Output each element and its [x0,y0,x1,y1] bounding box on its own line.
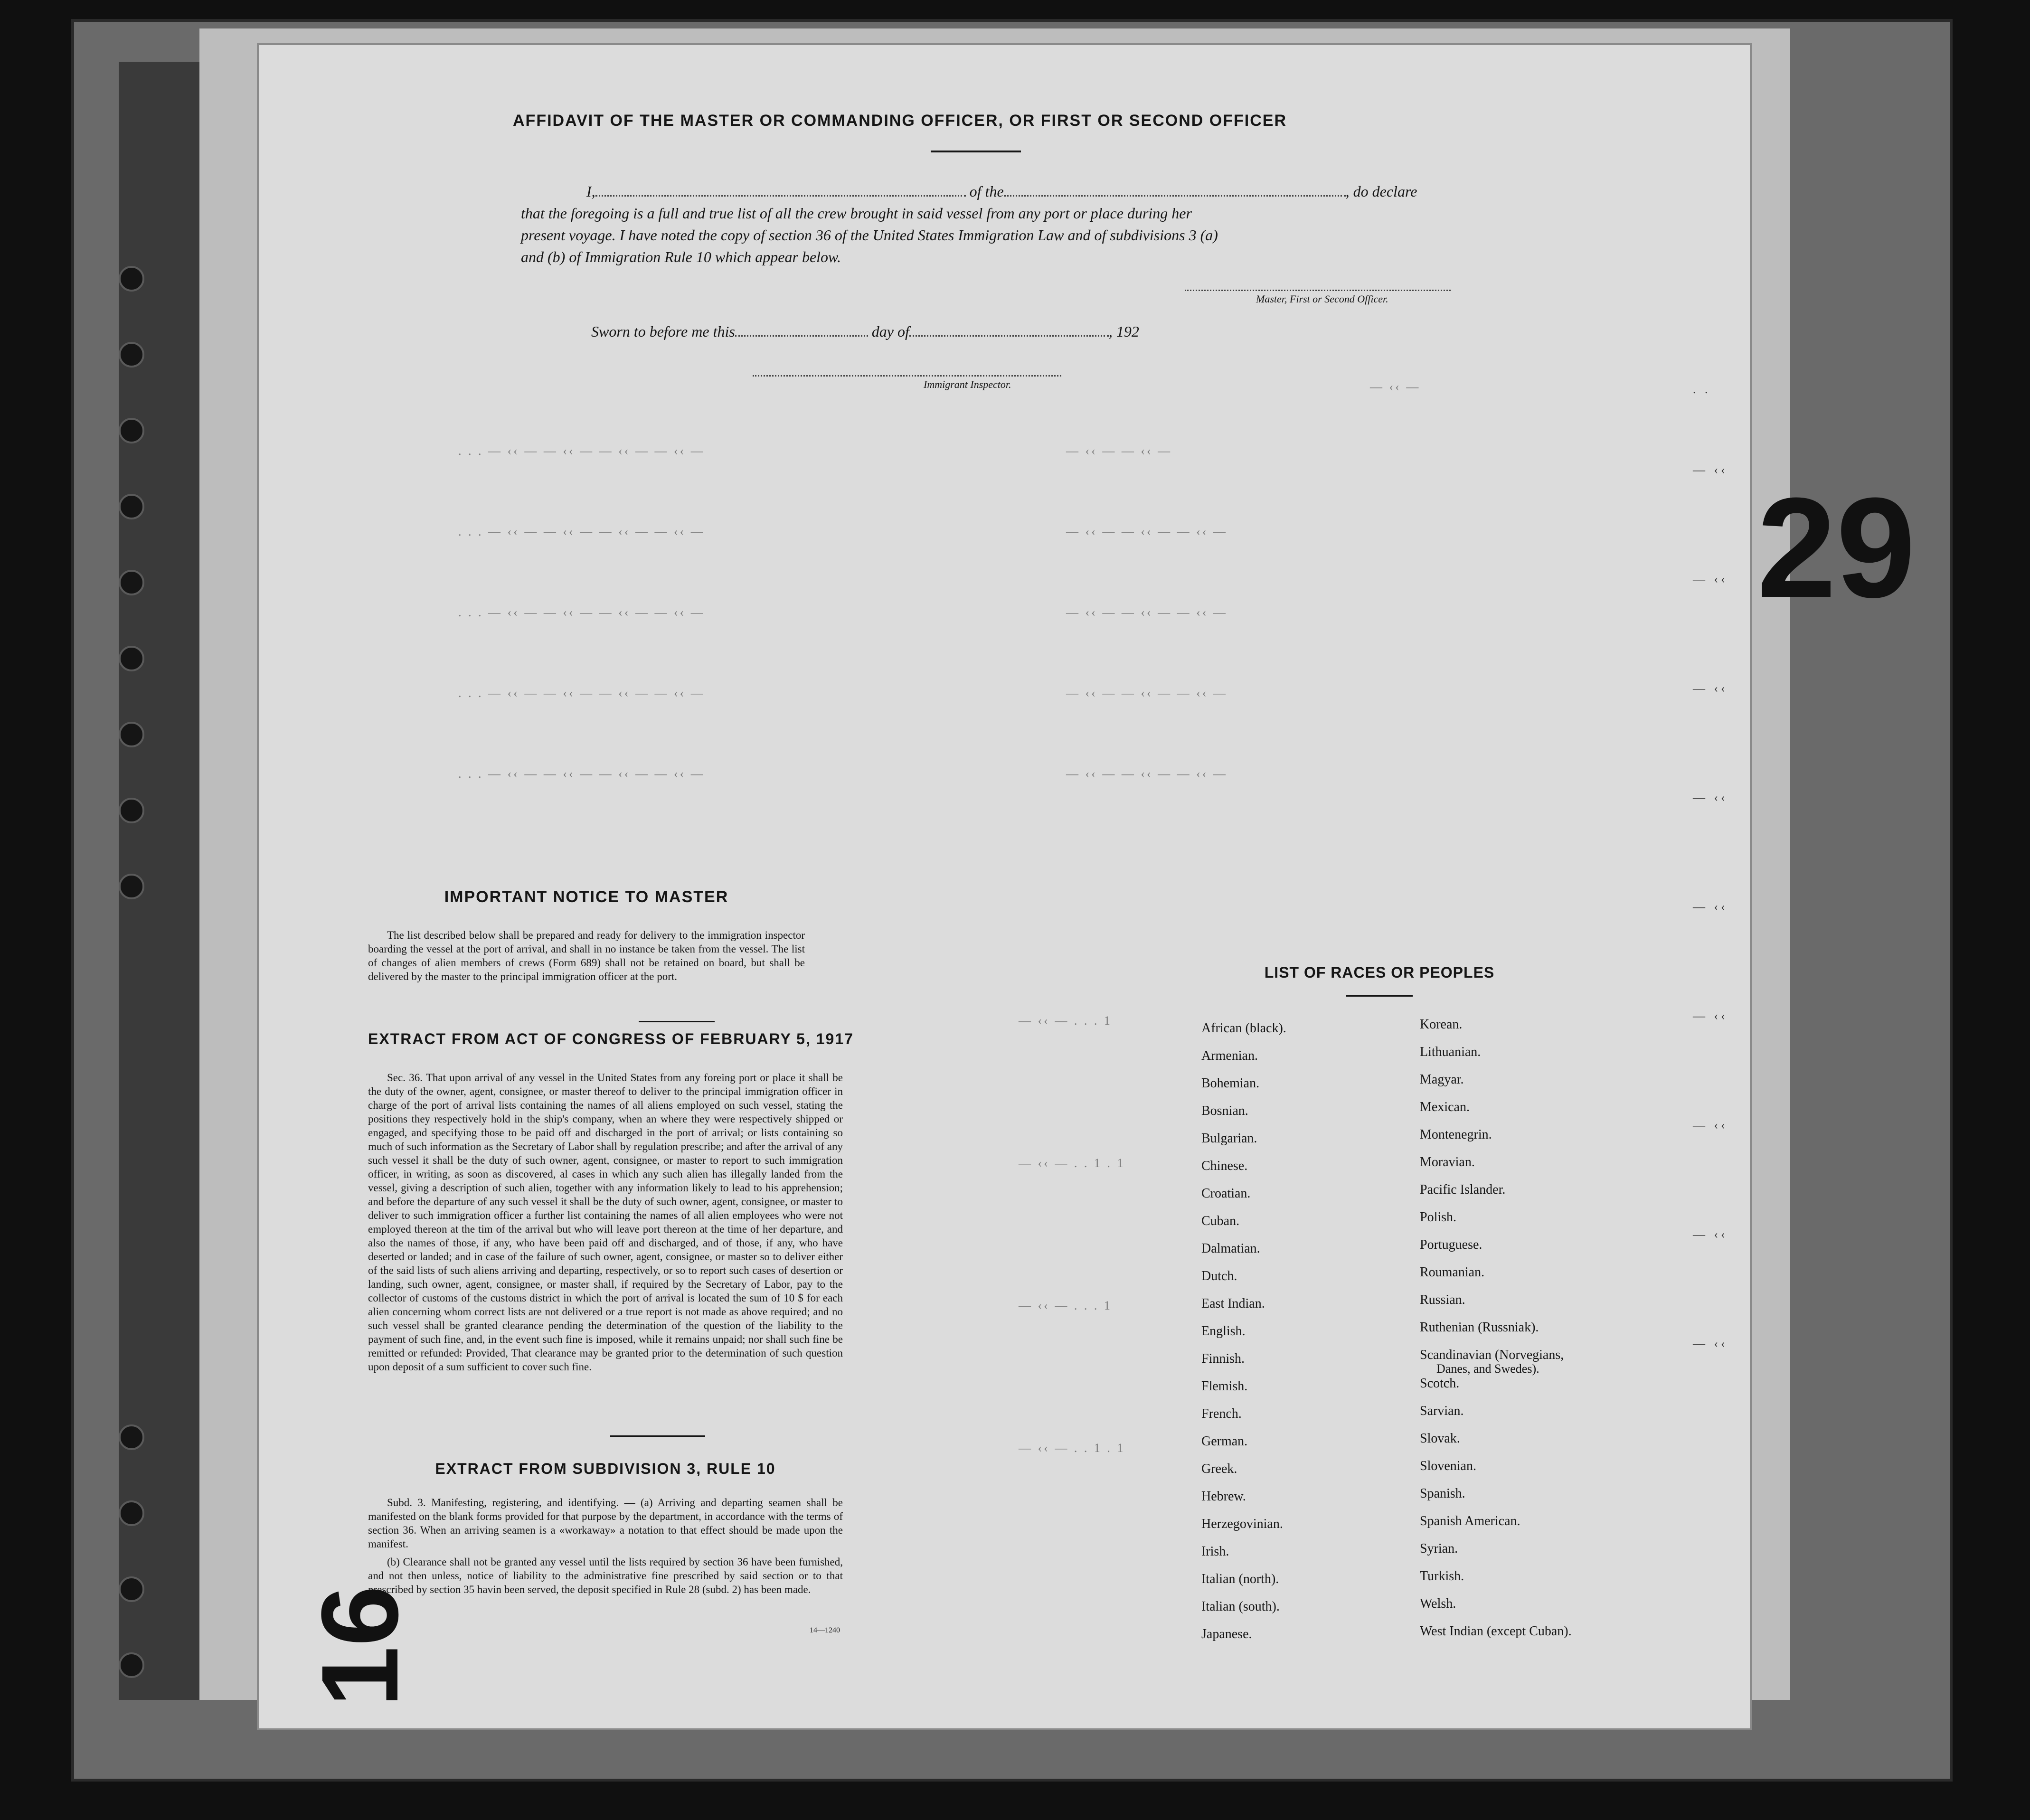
margin-mark: — ‹‹ [1693,1009,1728,1023]
rule-extract-title: EXTRACT FROM SUBDIVISION 3, RULE 10 [435,1460,776,1477]
margin-mark: — ‹‹ [1693,572,1728,586]
rule-extract-body-b: (b) Clearance shall not be granted any vessel until the lists required by section 36 have been furnished, and not then unless, notice of liability to the administrative fine prescribed by said section or to that prescribed by section 35 havin been served, the deposit specified in Rule 28 (subd. 2) has been made. [368,1556,843,1595]
sheet-number: 16 [299,1585,421,1707]
binder-hole [119,722,144,747]
binder-hole [119,1576,144,1602]
race-item: Spanish American. [1420,1514,1520,1528]
sworn-text: Sworn to before me this [591,323,735,340]
ghost-marks: . . . — ‹‹ — — ‹‹ — — ‹‹ — — ‹‹ — [458,767,705,781]
binder-hole [119,494,144,519]
race-item: Magyar. [1420,1072,1464,1087]
signature-label: Master, First or Second Officer. [1256,293,1388,305]
race-item: Croatian. [1201,1186,1251,1201]
binder-hole [119,570,144,595]
month-blank [909,323,1109,337]
binder-hole [119,418,144,443]
notice-title: IMPORTANT NOTICE TO MASTER [444,888,729,906]
race-item: African (black). [1201,1021,1286,1036]
ghost-marks: — ‹‹ — . . . 1 [1019,1299,1112,1312]
race-item: Irish. [1201,1544,1229,1559]
race-item: Syrian. [1420,1541,1458,1556]
race-item: Italian (north). [1201,1572,1279,1586]
race-item: Herzegovinian. [1201,1517,1283,1531]
race-item: Hebrew. [1201,1489,1246,1504]
race-item: Greek. [1201,1462,1237,1476]
sworn-line [591,323,1139,340]
inspector-line [753,373,1061,377]
race-item: Japanese. [1201,1627,1252,1641]
margin-mark: — ‹‹ [1693,1227,1728,1241]
ghost-marks: . . . — ‹‹ — — ‹‹ — — ‹‹ — — ‹‹ — [458,605,705,619]
binder-hole [119,342,144,368]
races-rule [1346,995,1413,997]
races-title: LIST OF RACES OR PEOPLES [1264,964,1495,981]
act-extract-body: Sec. 36. That upon arrival of any vessel in the United States from any foreing port or place it shall be the duty of the owner, agent, consignee, or master thereof to deliver to the principal immigration officer in charge of the port of arrival lists containing the names of all aliens employed on such vessel, stating the positions they respectively hold in the ship's company, when an where they were respectively shipped or engaged, and specifying those to be paid off and discharged in the port of arrival; or lists containing so much of such information as the Secretary of Labor shall by regulation prescribe; and after the arrival of any such vessel it shall be the duty of such owner, agent, consignee, or master to report to such immigration officer, in writing, as soon as discovered, al cases in which any such alien has illegally landed from the vessel, giving a description of such alien, together with any information likely to lead to his apprehension; and before the departure of any such vessel it shall be the duty of such owner, agent, consignee, or master to deliver to such immigration officer a further list containing the names of all alien employees who were not employed thereon at the tim of the arrival but who will leave port thereon at the time of her departure, and also the names of those, if any, who have been paid off and discharged, and of those, if any, who have deserted or landed; and in case of the failure of such owner, agent, consignee, or master so to deliver either of the said lists of such aliens arriving and departing, respectively, or so to report such cases of desertion or landing, such owner, agent, consignee, or master shall, if required by the Secretary of Labor, pay to the collector of customs of the customs district in which the port of arrival is located the sum of 10 $ for each alien concerning whom correct lists are not delivered or a true report is not made as above required; and no such vessel shall be granted clearance pending the determination of the question of the liability to the payment of such fine, and, in the event such fine is imposed, while it remains unpaid; nor shall such fine be remitted or refunded: Provided, That clearance may be granted prior to the determination of such question upon deposit of a sum sufficient to cover such fine. [368,1072,843,1373]
section-rule [639,1021,715,1022]
race-item: Spanish. [1420,1486,1465,1501]
binder-hole [119,266,144,292]
act-extract-title: EXTRACT FROM ACT OF CONGRESS OF FEBRUARY 5, 1917 [368,1030,854,1047]
affidavit-of-the: of the [969,183,1004,200]
ghost-marks: — ‹‹ — — ‹‹ — [1066,444,1172,458]
ghost-marks: — ‹‹ — . . 1 . 1 [1019,1156,1125,1170]
race-item: Polish. [1420,1210,1457,1225]
race-item: Turkish. [1420,1569,1464,1584]
ghost-marks: — ‹‹ — . . . 1 [1019,1014,1112,1028]
race-item: Bohemian. [1201,1076,1260,1091]
race-item: Scandinavian (Norvegians, [1420,1348,1564,1362]
race-item-continued: Danes, and Swedes). [1436,1362,1539,1376]
vessel-blank [1004,183,1346,197]
margin-mark: — ‹‹ [1693,463,1728,477]
margin-mark: — ‹‹ [1693,681,1728,695]
race-item: Dutch. [1201,1269,1237,1283]
ghost-marks: — ‹‹ — — ‹‹ — — ‹‹ — [1066,767,1227,781]
race-item: Ruthenian (Russniak). [1420,1320,1539,1335]
race-item: Armenian. [1201,1048,1258,1063]
margin-mark: — ‹‹ [1693,1337,1728,1350]
binder-hole [119,646,144,671]
binder-hole [119,798,144,823]
race-item: Bosnian. [1201,1103,1248,1118]
affidavit-line-3: present voyage. I have noted the copy of section 36 of the United States Immigration Law and of subdivisions 3 (a) [521,226,1218,244]
year-text: , 192 [1108,323,1139,340]
race-item: Lithuanian. [1420,1045,1481,1059]
race-item: Korean. [1420,1017,1463,1032]
race-item: East Indian. [1201,1296,1265,1311]
margin-mark: — ‹‹ [1693,1118,1728,1132]
binder-hole [119,1652,144,1678]
affidavit-line-1 [586,183,1417,200]
race-item: Slovak. [1420,1431,1460,1446]
race-item: German. [1201,1434,1248,1449]
binder-hole [119,874,144,899]
race-item: Pacific Islander. [1420,1182,1506,1197]
ghost-marks: . . . — ‹‹ — — ‹‹ — — ‹‹ — — ‹‹ — [458,525,705,538]
ghost-marks: . . . — ‹‹ — — ‹‹ — — ‹‹ — — ‹‹ — [458,444,705,458]
race-item: Bulgarian. [1201,1131,1257,1146]
race-item: Sarvian. [1420,1404,1464,1418]
day-of-text: day of [871,323,909,340]
binder-hole [119,1500,144,1526]
race-item: Mexican. [1420,1100,1470,1114]
race-item: Moravian. [1420,1155,1475,1169]
ghost-marks: . . . — ‹‹ — — ‹‹ — — ‹‹ — — ‹‹ — [458,686,705,700]
ghost-marks: — ‹‹ — — ‹‹ — — ‹‹ — [1066,605,1227,619]
race-item: Portuguese. [1420,1237,1482,1252]
race-item: Montenegrin. [1420,1127,1492,1142]
margin-mark: — ‹‹ [1693,791,1728,804]
race-item: Finnish. [1201,1351,1245,1366]
race-item: Welsh. [1420,1596,1456,1611]
affidavit-line-4: and (b) of Immigration Rule 10 which appear below. [521,248,841,265]
margin-mark: — ‹‹ [1693,900,1728,914]
notice-body: The list described below shall be prepared and ready for delivery to the immigration inspector boarding the vessel at the port of arrival, and shall in no instance be taken from the vessel. The list of changes of alien members of crews (Form 689) shall not be retained on board, but shall be delivered by the master to the principal immigration officer at the port. [368,929,805,982]
margin-mark: . . [1693,382,1711,396]
affidavit-title: AFFIDAVIT OF THE MASTER OR COMMANDING OFFICER, OR FIRST OR SECOND OFFICER [513,112,1287,130]
section-rule [610,1435,705,1437]
race-item: Chinese. [1201,1159,1248,1173]
ghost-marks: — ‹‹ — — ‹‹ — — ‹‹ — [1066,525,1227,538]
race-item: Flemish. [1201,1379,1248,1394]
ghost-marks: — ‹‹ — . . 1 . 1 [1019,1441,1125,1455]
race-item: English. [1201,1324,1246,1339]
binder-hole [119,1424,144,1450]
race-item: Roumanian. [1420,1265,1485,1280]
handwritten-number: 29 [1757,468,1916,627]
form-number: 14—1240 [810,1626,840,1634]
race-item: Italian (south). [1201,1599,1280,1614]
race-item: French. [1201,1406,1242,1421]
race-item: Russian. [1420,1292,1465,1307]
race-item: Dalmatian. [1201,1241,1260,1256]
affidavit-line-2: that the foregoing is a full and true list of all the crew brought in said vessel from any port or place during her [521,205,1192,222]
affidavit-declare: , do declare [1345,183,1417,200]
ghost-marks: — ‹‹ — [1370,380,1421,394]
affidavit-i: I, [586,183,595,200]
ghost-marks: — ‹‹ — — ‹‹ — — ‹‹ — [1066,686,1227,700]
race-item: Cuban. [1201,1214,1240,1228]
day-blank [735,323,868,337]
race-item: Slovenian. [1420,1459,1476,1473]
form-page [259,45,1750,1728]
race-item: West Indian (except Cuban). [1420,1624,1572,1639]
title-rule [931,151,1021,152]
inspector-label: Immigrant Inspector. [924,378,1011,390]
rule-extract-body-a: Subd. 3. Manifesting, registering, and identifying. — (a) Arriving and departing seamen shall be manifested on the blank forms provided for that purpose by the department, in accordance with the terms of section 36. When an arriving seamen is a «workaway» a notation to that effect should be made upon the manifest. [368,1497,843,1550]
name-blank [595,183,966,197]
signature-line [1185,287,1451,291]
race-item: Scotch. [1420,1376,1460,1391]
